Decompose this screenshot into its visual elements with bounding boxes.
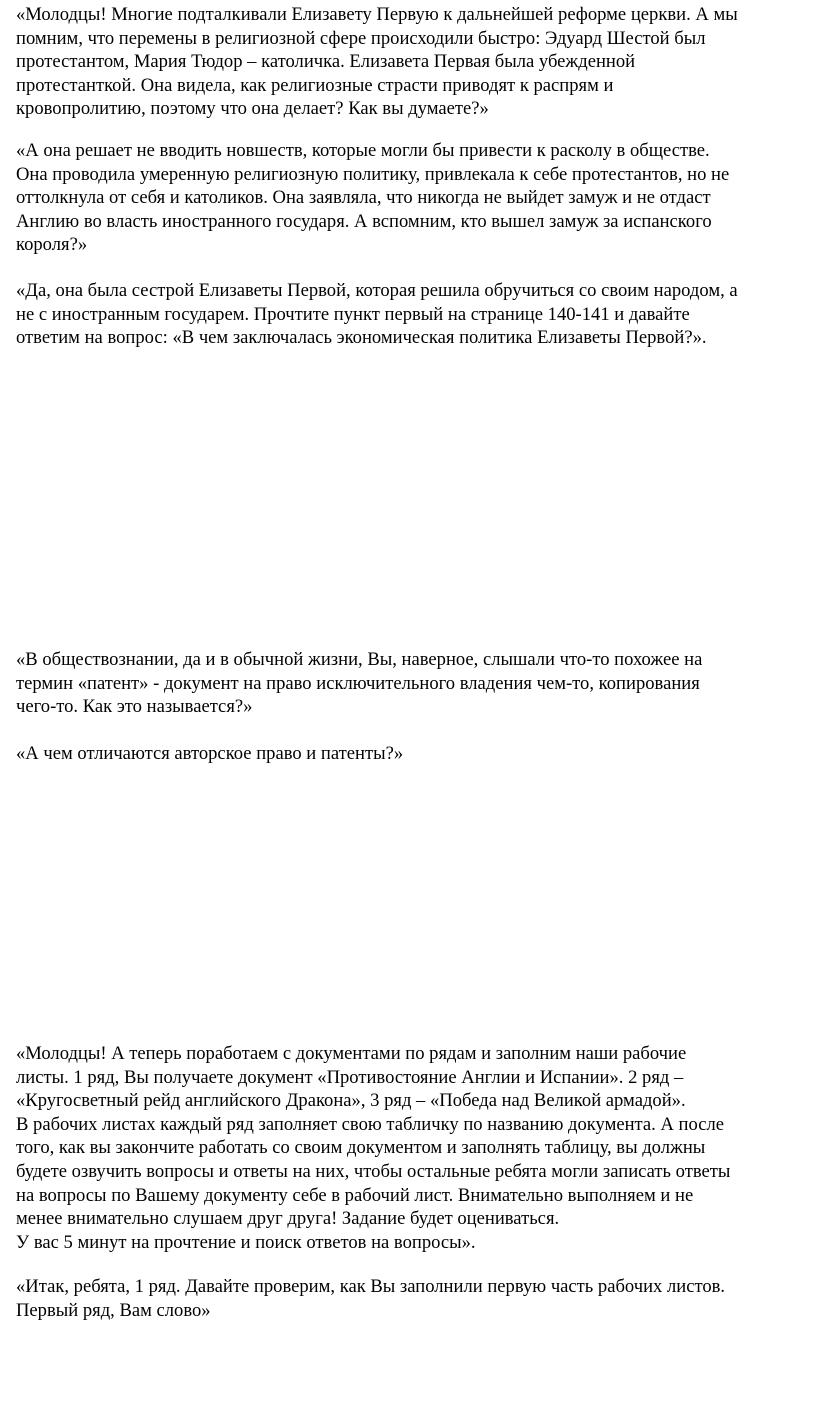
text-line: ответим на вопрос: «В чем заключалась экономическая политика Елизаветы Первой?».: [16, 327, 707, 349]
text-line: кровопролитию, поэтому что она делает? Как вы думаете?»: [16, 98, 489, 120]
paragraph-economic-question: [16, 279, 808, 350]
text-line: того, как вы закончите работать со своим документом и заполнять таблицу, вы должны: [16, 1137, 706, 1159]
text-line: чего-то. Как это называется?»: [16, 696, 253, 718]
text-line: не с иностранным государем. Прочтите пункт первый на странице 140-141 и давайте: [16, 303, 690, 325]
text-line: будете озвучить вопросы и ответы на них, чтобы остальные ребята могли записать ответы: [16, 1160, 731, 1182]
text-line: протестантом, Мария Тюдор – католичка. Елизавета Первая была убежденной: [16, 51, 636, 73]
text-line: У вас 5 минут на прочтение и поиск ответов на вопросы».: [16, 1231, 476, 1253]
paragraph-patent-term: [16, 648, 808, 719]
text-line: менее внимательно слушаем друг друга! Задание будет оцениваться.: [16, 1208, 560, 1230]
paragraph-religious-policy: [16, 139, 808, 257]
paragraph-elizabeth-reform: [16, 3, 808, 121]
text-line: «Молодцы! А теперь поработаем с документами по рядам и заполним наши рабочие: [16, 1043, 687, 1064]
text-line: оттолкнула от себя и католиков. Она заявляла, что никогда не выйдет замуж и не отдаст: [16, 187, 711, 209]
text-line: Англию во власть иностранного государя. А вспомним, кто вышел замуж за испанского: [16, 210, 712, 232]
text-line: «А она решает не вводить новшеств, которые могли бы привести к расколу в обществе.: [16, 140, 710, 161]
text-line: протестанткой. Она видела, как религиозные страсти приводят к распрям и: [16, 74, 614, 96]
text-line: «Итак, ребята, 1 ряд. Давайте проверим, как Вы заполнили первую часть рабочих листов.: [16, 1276, 726, 1297]
text-line: «А чем отличаются авторское право и патенты?»: [16, 743, 404, 764]
text-line: помним, что перемены в религиозной сфере происходили быстро: Эдуард Шестой был: [16, 27, 706, 49]
text-line: Она проводила умеренную религиозную политику, привлекала к себе протестантов, но не: [16, 163, 730, 185]
paragraph-group-work-task: [16, 1042, 808, 1254]
paragraph-copyright-question: [16, 742, 808, 766]
text-line: «Кругосветный рейд английского Дракона», 3 ряд – «Победа над Великой армадой».: [16, 1090, 686, 1112]
text-line: Первый ряд, Вам слово»: [16, 1299, 211, 1321]
text-line: «Да, она была сестрой Елизаветы Первой, которая решила обручиться со своим народом, а: [16, 280, 738, 301]
text-line: В рабочих листах каждый ряд заполняет свою табличку по названию документа. А после: [16, 1113, 725, 1135]
text-line: короля?»: [16, 234, 88, 256]
text-line: на вопросы по Вашему документу себе в рабочий лист. Внимательно выполняем и не: [16, 1184, 694, 1206]
paragraph-check-first-row: [16, 1275, 808, 1322]
text-line: «Молодцы! Многие подталкивали Елизавету Первую к дальнейшей реформе церкви. А мы: [16, 4, 738, 25]
text-line: «В обществознании, да и в обычной жизни, Вы, наверное, слышали что-то похожее на: [16, 649, 703, 670]
text-line: листы. 1 ряд, Вы получаете документ «Противостояние Англии и Испании». 2 ряд –: [16, 1066, 684, 1088]
text-line: термин «патент» - документ на право исключительного владения чем-то, копирования: [16, 672, 700, 694]
